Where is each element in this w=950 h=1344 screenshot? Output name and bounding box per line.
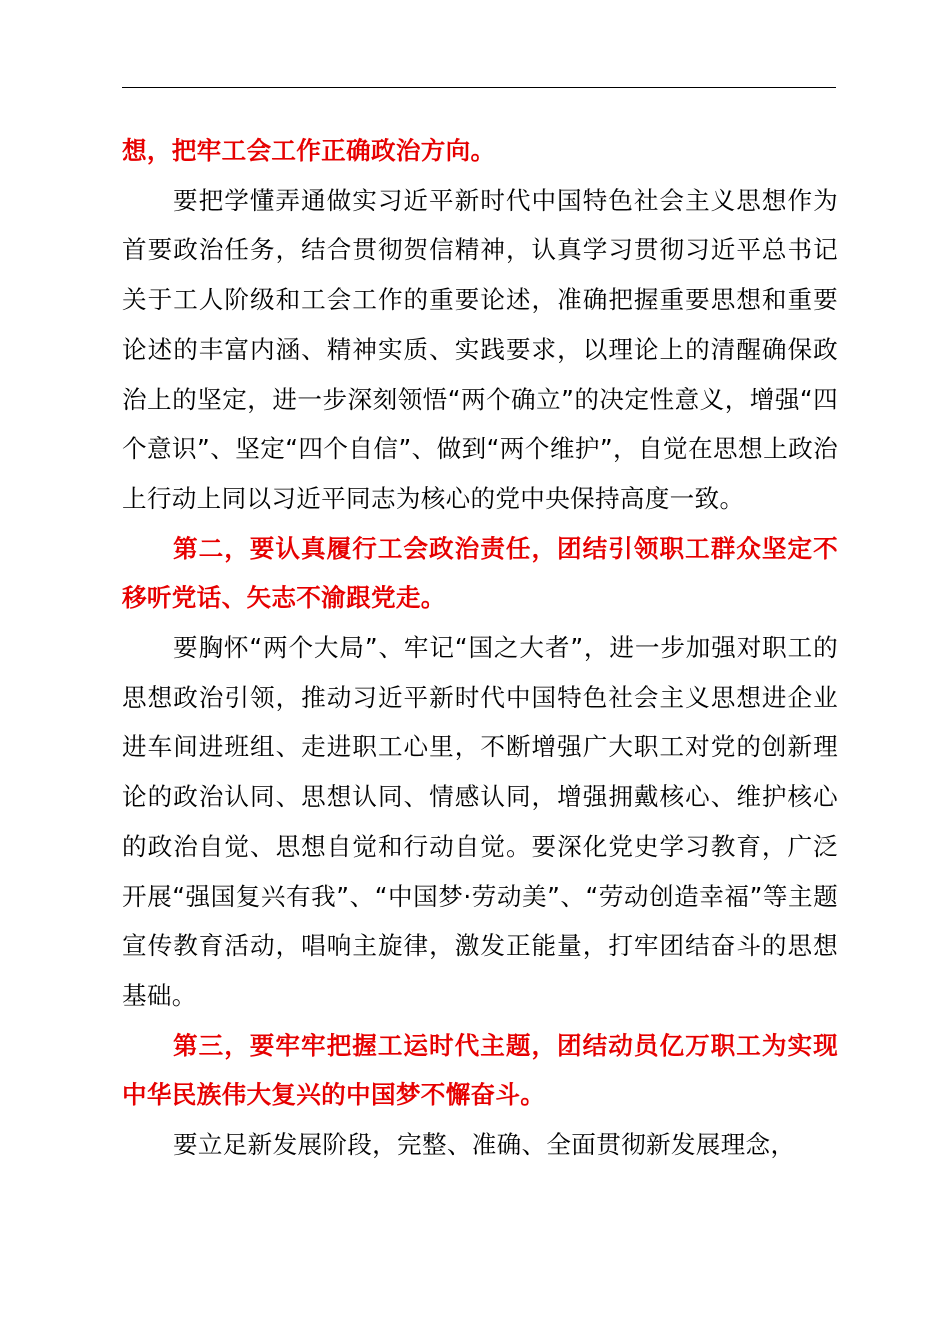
heading-paragraph-third: 第三，要牢牢把握工运时代主题，团结动员亿万职工为实现中华民族伟大复兴的中国梦不懈奋斗。 bbox=[122, 1030, 838, 1110]
heading-paragraph-second: 第二，要认真履行工会政治责任，团结引领职工群众坚定不移听党话、矢志不渝跟党走。 bbox=[122, 533, 838, 613]
header-rule bbox=[122, 87, 836, 88]
body-paragraph-political-guidance: 要胸怀“两个大局”、牢记“国之大者”，进一步加强对职工的思想政治引领，推动习近平新时代中国特色社会主义思想进企业进车间进班组、走进职工心里，不断增强广大职工对党的创新理论的政治认同、思想认同、情感认同，增强拥戴核心、维护核心的政治自觉、思想自觉和行动自觉。要深化党史学习教育，广泛开展“强国复兴有我”、“中国梦·劳动美”、“劳动创造幸福”等主题宣传教育活动，唱响主旋律，激发正能量，打牢团结奋斗的思想基础。 bbox=[122, 633, 838, 1010]
document-body bbox=[122, 126, 838, 1170]
body-paragraph-study-thought: 要把学懂弄通做实习近平新时代中国特色社会主义思想作为首要政治任务，结合贯彻贺信精神，认真学习贯彻习近平总书记关于工人阶级和工会工作的重要论述，准确把握重要思想和重要论述的丰富内涵、精神实质、实践要求，以理论上的清醒确保政治上的坚定，进一步深刻领悟“两个确立”的决定性意义，增强“四个意识”、坚定“四个自信”、做到“两个维护”，自觉在思想上政治上行动上同以习近平同志为核心的党中央保持高度一致。 bbox=[122, 185, 838, 513]
body-paragraph-new-development: 要立足新发展阶段，完整、准确、全面贯彻新发展理念， bbox=[173, 1130, 796, 1160]
heading-paragraph-continued: 想，把牢工会工作正确政治方向。 bbox=[122, 136, 496, 165]
